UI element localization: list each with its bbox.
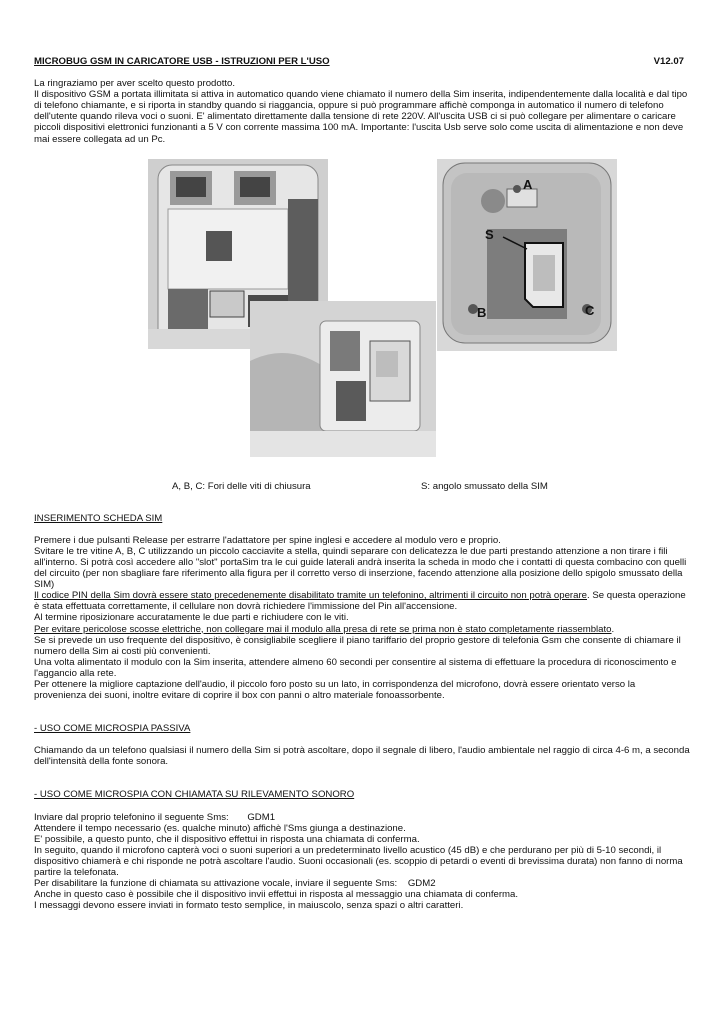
- product-photos: [34, 153, 690, 513]
- sim-pin-note: [34, 590, 690, 612]
- intro-description: Il dispositivo GSM a portata illimitata si attiva in automatico quando viene chiamato il numero della Sim inserita, indipendentemente dalla località e dal tipo di telefono chiamante, e si riporta in standby quando si riaggancia, oppure si può programmare affichè componga in automatico il numero di telefono dell'utente quando rileva voci o suoni. E' alimentato direttamente dalla tensione di rete 220V. All'uscita USB ci si può collegare per alimentare o caricare piccoli dispositivi elettronici funzionanti a 5 V con corrente massima 100 mA. Importante: l'uscita Usb serve solo come uscita di alimentazione e non deve mai essere collegata ad un Pc.: [34, 89, 688, 145]
- figure-label-c: C: [585, 302, 595, 318]
- photo-module-hand: [250, 301, 436, 457]
- section-voice-heading: - USO COME MICROSPIA CON CHIAMATA SU RILEVAMENTO SONORO: [34, 789, 355, 801]
- voice-sms-enable-label: Inviare dal proprio telefonino il seguente Sms:: [34, 811, 229, 823]
- voice-wait: Attendere il tempo necessario (es. qualche minuto) affichè l'Sms giunga a destinazione.: [34, 822, 406, 834]
- voice-sms-disable: [34, 878, 690, 889]
- figure-label-a: A: [523, 176, 533, 192]
- voice-confirm: E' possibile, a questo punto, che il dispositivo effettui in risposta una chiamata di conferma.: [34, 833, 420, 845]
- title-row: [34, 56, 690, 67]
- figure-label-s: S: [485, 226, 494, 242]
- sim-safety-note: [34, 624, 690, 635]
- section-passive-heading: - USO COME MICROSPIA PASSIVA: [34, 723, 191, 735]
- sim-step-release: Premere i due pulsanti Release per estrarre l'adattatore per spine inglesi e accedere al modulo vero e proprio.: [34, 534, 501, 546]
- voice-sms-enable-code: GDM1: [247, 811, 276, 823]
- caption-screws: A, B, C: Fori delle viti di chiusura: [172, 480, 311, 492]
- document-version: V12.07: [653, 56, 684, 67]
- intro-thanks: La ringraziamo per aver scelto questo prodotto.: [34, 78, 236, 90]
- sim-safety-warning: Per evitare pericolose scosse elettriche, non collegare mai il modulo alla presa di rete se prima non è stato completamente riassemblato: [34, 623, 612, 635]
- sim-network-note: Una volta alimentato il modulo con la Sim inserita, attendere almeno 60 secondi per consentire al sistema di effettuare la procedura di riconoscimento e l'aggancio alla rete.: [34, 656, 677, 679]
- document-page: [34, 56, 690, 911]
- voice-sms-disable-code: GDM2: [407, 878, 436, 890]
- figure-captions: [34, 481, 690, 493]
- voice-sms-enable: [34, 812, 690, 823]
- document-title: MICROBUG GSM IN CARICATORE USB - ISTRUZIONI PER L'USO: [34, 56, 330, 67]
- sim-pin-rest: . Se questa operazione è stata effettuata correttamente, il cellulare non dovrà richiedere l'immissione del Pin all'accensione.: [34, 590, 686, 613]
- sim-pin-warning: Il codice PIN della Sim dovrà essere stato precedenemente disabilitato tramite un telefonino, altrimenti il circuito non potrà operare: [34, 590, 587, 602]
- sim-audio-note: Per ottenere la migliore captazione dell'audio, il piccolo foro posto su un lato, in corrispondenza del microfono, dovrà essere orientato verso la provenienza dei suoni, inoltre evitare di coprire il box con panni o altro materiale fonoassorbente.: [34, 678, 636, 702]
- voice-format-note: I messaggi devono essere inviati in formato testo semplice, in maiuscolo, senza spazi o altri caratteri.: [34, 900, 464, 912]
- voice-behaviour: In seguito, quando il microfono capterà voci o suoni superiori a un predeterminato livello acustico (45 dB) e che perdurano per più di 5-10 secondi, il dispositivo chiamerà e chi risponde ne potrà ascoltare l'audio. Suoni occasionali (es. scoppio di petardi o eventi di brevissima durata) non fanno di norma partire la telefonata.: [34, 844, 683, 878]
- sim-step-screws: Svitare le tre vitine A, B, C utilizzando un piccolo cacciavite a stella, quindi separare con delicatezza le due parti prestando attenzione a non tirare i fili all'interno. Si potrà così accedere allo "slot" portaSim tra le cui guide laterali andrà inserita la scheda in modo che i contatti di questa combacino con quelli del circuito (per non sbagliare fare riferimento alla figura per il corretto verso di inserzione, facendo attenzione alla posizione dello spigolo smussato della SIM): [34, 545, 687, 591]
- photo-module-open: [437, 159, 617, 351]
- section-sim-heading: INSERIMENTO SCHEDA SIM: [34, 512, 163, 524]
- voice-sms-disable-label: Per disabilitare la funzione di chiamata su attivazione vocale, inviare il seguente Sms:: [34, 878, 398, 890]
- caption-sim-corner: S: angolo smussato della SIM: [421, 480, 548, 492]
- sim-safety-rest: .: [611, 623, 615, 635]
- voice-confirm-again: Anche in questo caso è possibile che il dispositivo invii effettui in risposta al messaggio una chiamata di conferma.: [34, 889, 519, 901]
- passive-description: Chiamando da un telefono qualsiasi il numero della Sim si potrà ascoltare, dopo il segnale di libero, l'audio ambientale nel raggio di circa 4-6 m, a seconda dell'intensità della fonte sonora.: [34, 745, 690, 768]
- figure-label-b: B: [477, 304, 487, 320]
- sim-tariff-note: Se si prevede un uso frequente del dispositivo, è consigliabile scegliere il piano tariffario del proprio gestore di telefonia Gsm che consente di chiamare il numero della Sim ai costi più convenienti.: [34, 634, 681, 657]
- sim-step-reassemble: Al termine riposizionare accuratamente le due parti e richiudere con le viti.: [34, 612, 349, 624]
